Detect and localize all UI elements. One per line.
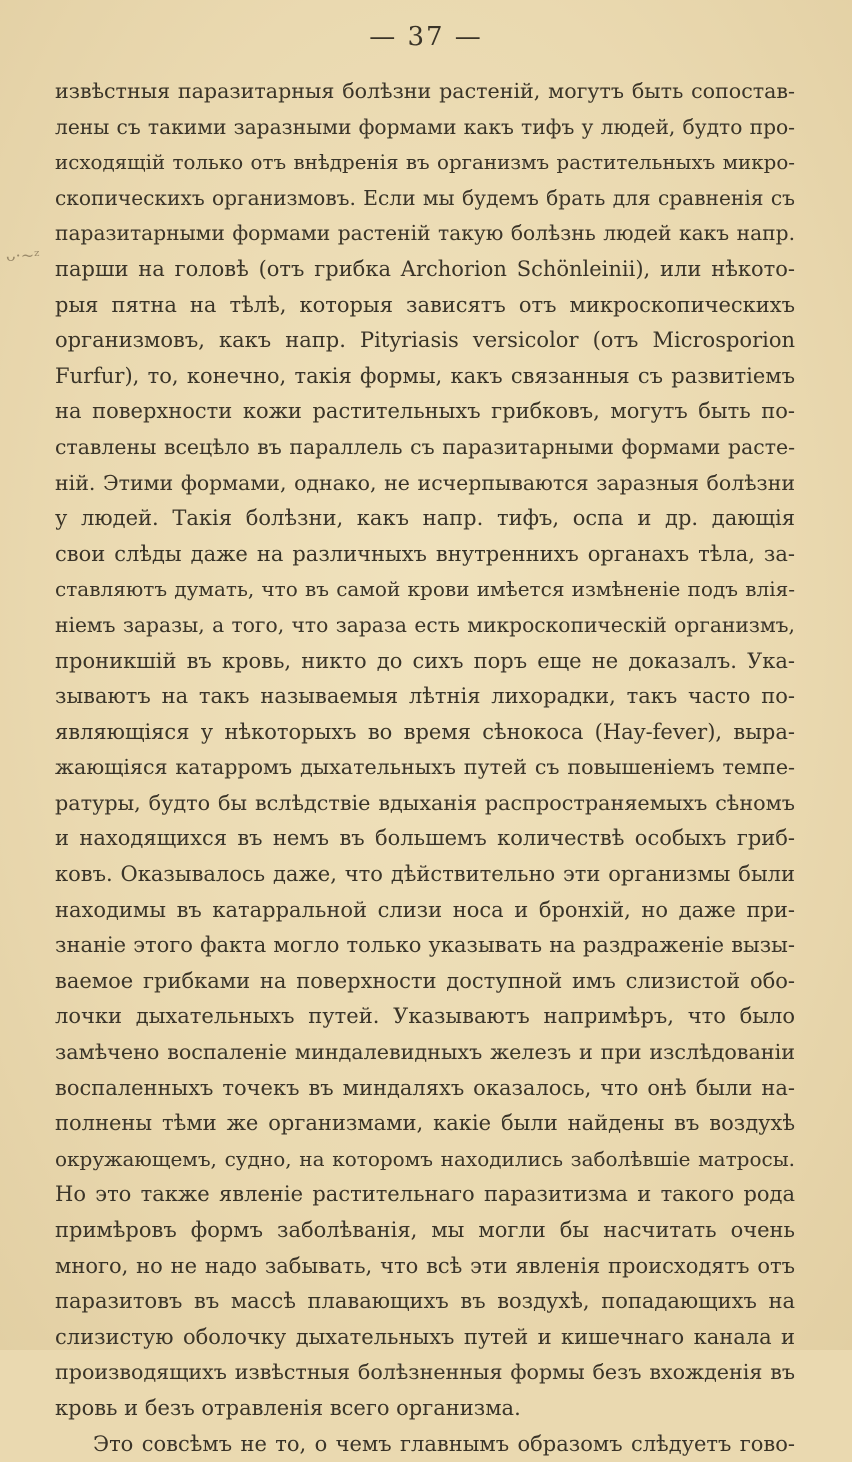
text-line: Это совсѣмъ не то, о чемъ главнымъ образомъ слѣдуетъ гово-	[93, 1431, 795, 1456]
text-line: замѣчено воспаленiе миндалевидныхъ железъ и при изслѣдованiи	[55, 1040, 795, 1065]
text-line: и находящихся въ немъ въ большемъ количествѣ особыхъ гриб-	[55, 826, 795, 851]
text-line: ратуры, будто бы вслѣдствiе вдыханiя распространяемыхъ сѣномъ	[55, 790, 795, 815]
text-line: ставлены всецѣло въ параллель съ паразитарными формами расте-	[55, 434, 795, 459]
text-line: зываютъ на такъ называемыя лѣтнiя лихорадки, такъ часто по-	[55, 684, 795, 709]
text-line: у людей. Такiя болѣзни, какъ напр. тифъ, оспа и др. дающiя	[55, 506, 795, 531]
text-line: жающiяся катарромъ дыхательныхъ путей съ повышенiемъ темпе-	[55, 755, 795, 780]
text-line: полнены тѣми же организмами, какiе были найдены въ воздухѣ	[55, 1111, 795, 1136]
text-line: являющiяся у нѣкоторыхъ во время сѣнокоса (Hay-fever), выра-	[55, 719, 795, 744]
text-line: ваемое грибками на поверхности доступной имъ слизистой обо-	[55, 968, 795, 993]
text-line: кровь и безъ отравленiя всего организма.	[55, 1395, 521, 1420]
text-line: свои слѣды даже на различныхъ внутреннихъ органахъ тѣла, за-	[55, 541, 795, 566]
margin-annotation: ᴗ·~ᶻ	[6, 246, 40, 265]
text-line: исходящiй только отъ внѣдренiя въ организмъ растительныхъ микро-	[55, 151, 795, 175]
text-line: Но это также явленiе растительнаго паразитизма и такого рода	[55, 1182, 795, 1207]
text-line: окружающемъ, судно, на которомъ находились заболѣвшiе матросы.	[55, 1146, 795, 1171]
text-line: извѣстныя паразитарныя болѣзни растенiй, могутъ быть сопостав-	[55, 79, 795, 103]
text-line: проникшiй въ кровь, никто до сихъ поръ еще не доказалъ. Ука-	[55, 648, 795, 673]
text-line: знанiе этого факта могло только указывать на раздраженiе вызы-	[55, 933, 795, 958]
text-line: организмовъ, какъ напр. Pityriasis versicolor (отъ Microsporion	[55, 328, 795, 353]
text-line: производящихъ извѣстныя болѣзненныя формы безъ вхожденiя въ	[55, 1360, 795, 1385]
text-line: парши на головѣ (отъ грибка Archorion Schönleinii), или нѣкото-	[55, 256, 795, 281]
text-line: паразитарными формами растенiй такую болѣзнь людей какъ напр.	[55, 221, 795, 246]
text-line: ставляютъ думать, что въ самой крови имѣется измѣненiе подъ влiя-	[55, 577, 795, 602]
text-line: примѣровъ формъ заболѣванiя, мы могли бы насчитать очень	[55, 1218, 795, 1242]
text-line: скопическихъ организмовъ. Если мы будемъ брать для сравненiя съ	[55, 185, 795, 210]
text-line: ковъ. Оказывалось даже, что дѣйствительно эти организмы были	[55, 862, 795, 887]
text-line: много, но не надо забывать, что всѣ эти явленiя происходятъ отъ	[55, 1253, 795, 1278]
text-line: слизистую оболочку дыхательныхъ путей и кишечнаго канала и	[55, 1324, 795, 1349]
text-line: лены съ такими заразными формами какъ тифъ у людей, будто про-	[55, 114, 795, 139]
page-number: — 37 —	[369, 22, 483, 52]
text-line: воспаленныхъ точекъ въ миндаляхъ оказалось, что онѣ были на-	[55, 1075, 795, 1100]
text-line: Furfur), то, конечно, такiя формы, какъ связанныя съ развитiемъ	[55, 363, 795, 388]
text-line: находимы въ катарральной слизи носа и бронхiй, но даже при-	[55, 897, 795, 922]
text-line: на поверхности кожи растительныхъ грибковъ, могутъ быть по-	[55, 399, 795, 424]
text-line: паразитовъ въ массѣ плавающихъ въ воздухѣ, попадающихъ на	[55, 1289, 795, 1314]
text-line: нiй. Этими формами, однако, не исчерпываются заразныя болѣзни	[55, 470, 795, 495]
text-line: рыя пятна на тѣлѣ, которыя зависятъ отъ микроскопическихъ	[55, 292, 795, 317]
body-text	[55, 74, 795, 1462]
text-line: нiемъ заразы, а того, что зараза есть микроскопическiй организмъ,	[55, 612, 795, 637]
text-line: лочки дыхательныхъ путей. Указываютъ напримѣръ, что было	[55, 1004, 795, 1029]
